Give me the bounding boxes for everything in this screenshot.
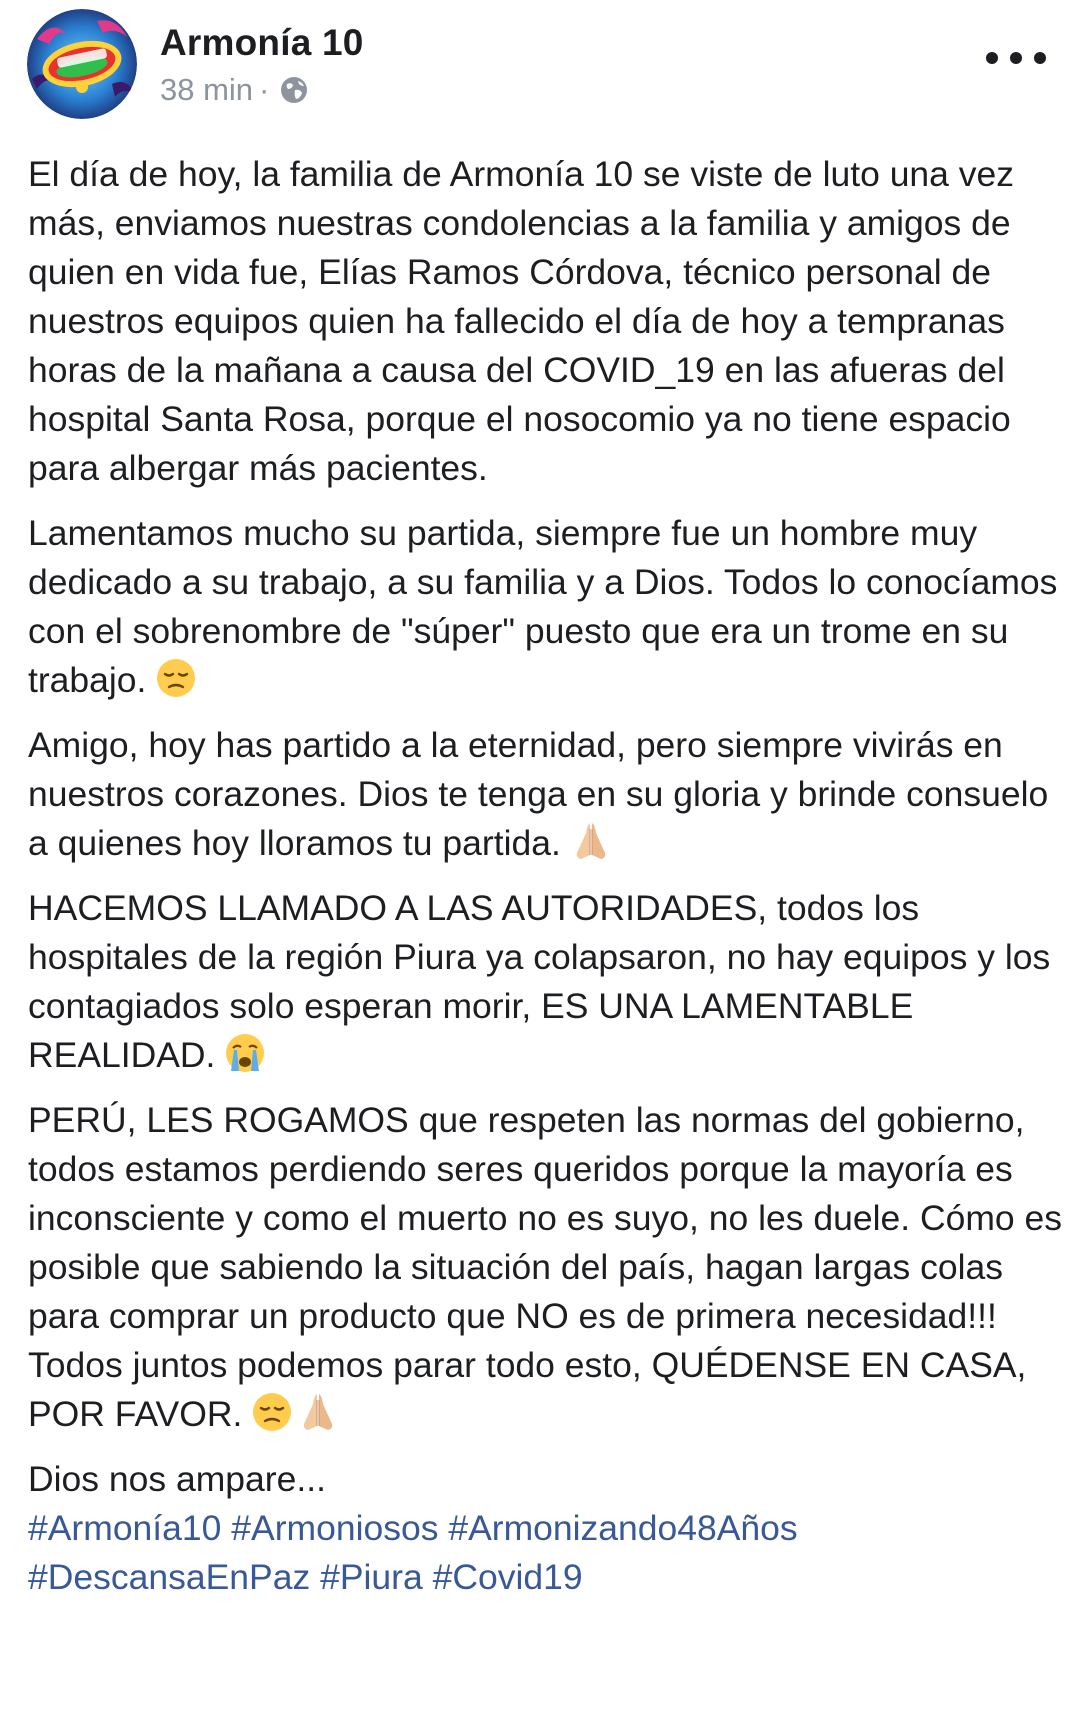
armonia-logo-icon [27,9,137,119]
hashtag-link[interactable]: #Armonizando48Años [448,1508,798,1548]
post-paragraph: Dios nos ampare... [28,1459,326,1499]
hashtag-link[interactable]: #Covid19 [432,1557,583,1597]
page-avatar[interactable] [27,9,137,119]
post-paragraph [28,884,1063,1080]
paragraph-text: HACEMOS LLAMADO A LAS AUTORIDADES, todos los hospitales de la región Piura ya colapsaron, no hay equipos y los contagiados solo esperan morir, ES UNA LAMENTABLE REALIDAD. [28,888,1051,1075]
paragraph-text: Amigo, hoy has partido a la eternidad, pero siempre vivirás en nuestros corazones. Dios te tenga en su gloria y brinde consuelo a quienes hoy lloramos tu partida. [28,725,1049,863]
pensive-face-icon [250,1390,294,1434]
folded-hands-icon [296,1390,340,1434]
post-header [0,0,1080,130]
folded-hands-icon [569,819,613,863]
post-paragraph: PERÚ, LES ROGAMOS que respeten las normas del gobierno, todos estamos perdiendo seres queridos porque la mayoría es inconsciente y como el muerto no es suyo, no les duele. Cómo es posible que sabiendo la situación del país, hagan largas colas para comprar un producto que NO es de primera necesidad!!! [28,1100,1062,1336]
post-body [28,150,1063,1602]
paragraph-text: Lamentamos mucho su partida, siempre fue un hombre muy dedicado a su trabajo, a su familia y a Dios. Todos lo conocíamos con el sobrenombre de "súper" puesto que era un trome en su trabajo. [28,513,1058,700]
post-paragraph [28,721,1063,868]
post-paragraph: El día de hoy, la familia de Armonía 10 se viste de luto una vez más, enviamos nuestras condolencias a la familia y amigos de quien en vida fue, Elías Ramos Córdova, técnico personal de nuestros equipos quien ha fallecido el día de hoy a tempranas horas de la mañana a causa del COVID_19 en las afueras del hospital Santa Rosa, porque el nosocomio ya no tiene espacio para albergar más pacientes. [28,154,1015,488]
more-options-button[interactable] [986,38,1046,78]
post-time[interactable]: 38 min [160,72,254,107]
more-options-icon-dot [1010,52,1022,64]
hashtags [28,1504,1063,1602]
post-meta [160,72,309,108]
page-name[interactable]: Armonía 10 [160,22,364,63]
globe-icon [279,75,309,105]
post-paragraph [28,1341,1063,1439]
post-paragraph [28,509,1063,705]
meta-separator: · [259,72,270,107]
hashtag-link[interactable]: #Armonía10 [28,1508,222,1548]
hashtag-link[interactable]: #Armoniosos [231,1508,439,1548]
pensive-face-icon [154,656,198,700]
more-options-icon-dot [986,52,998,64]
paragraph-text: Todos juntos podemos parar todo esto, QUÉDENSE EN CASA, POR FAVOR. [28,1345,1027,1434]
loudly-crying-face-icon [223,1031,267,1075]
more-options-icon-dot [1034,52,1046,64]
hashtag-link[interactable]: #Piura [320,1557,423,1597]
hashtag-link[interactable]: #DescansaEnPaz [28,1557,311,1597]
